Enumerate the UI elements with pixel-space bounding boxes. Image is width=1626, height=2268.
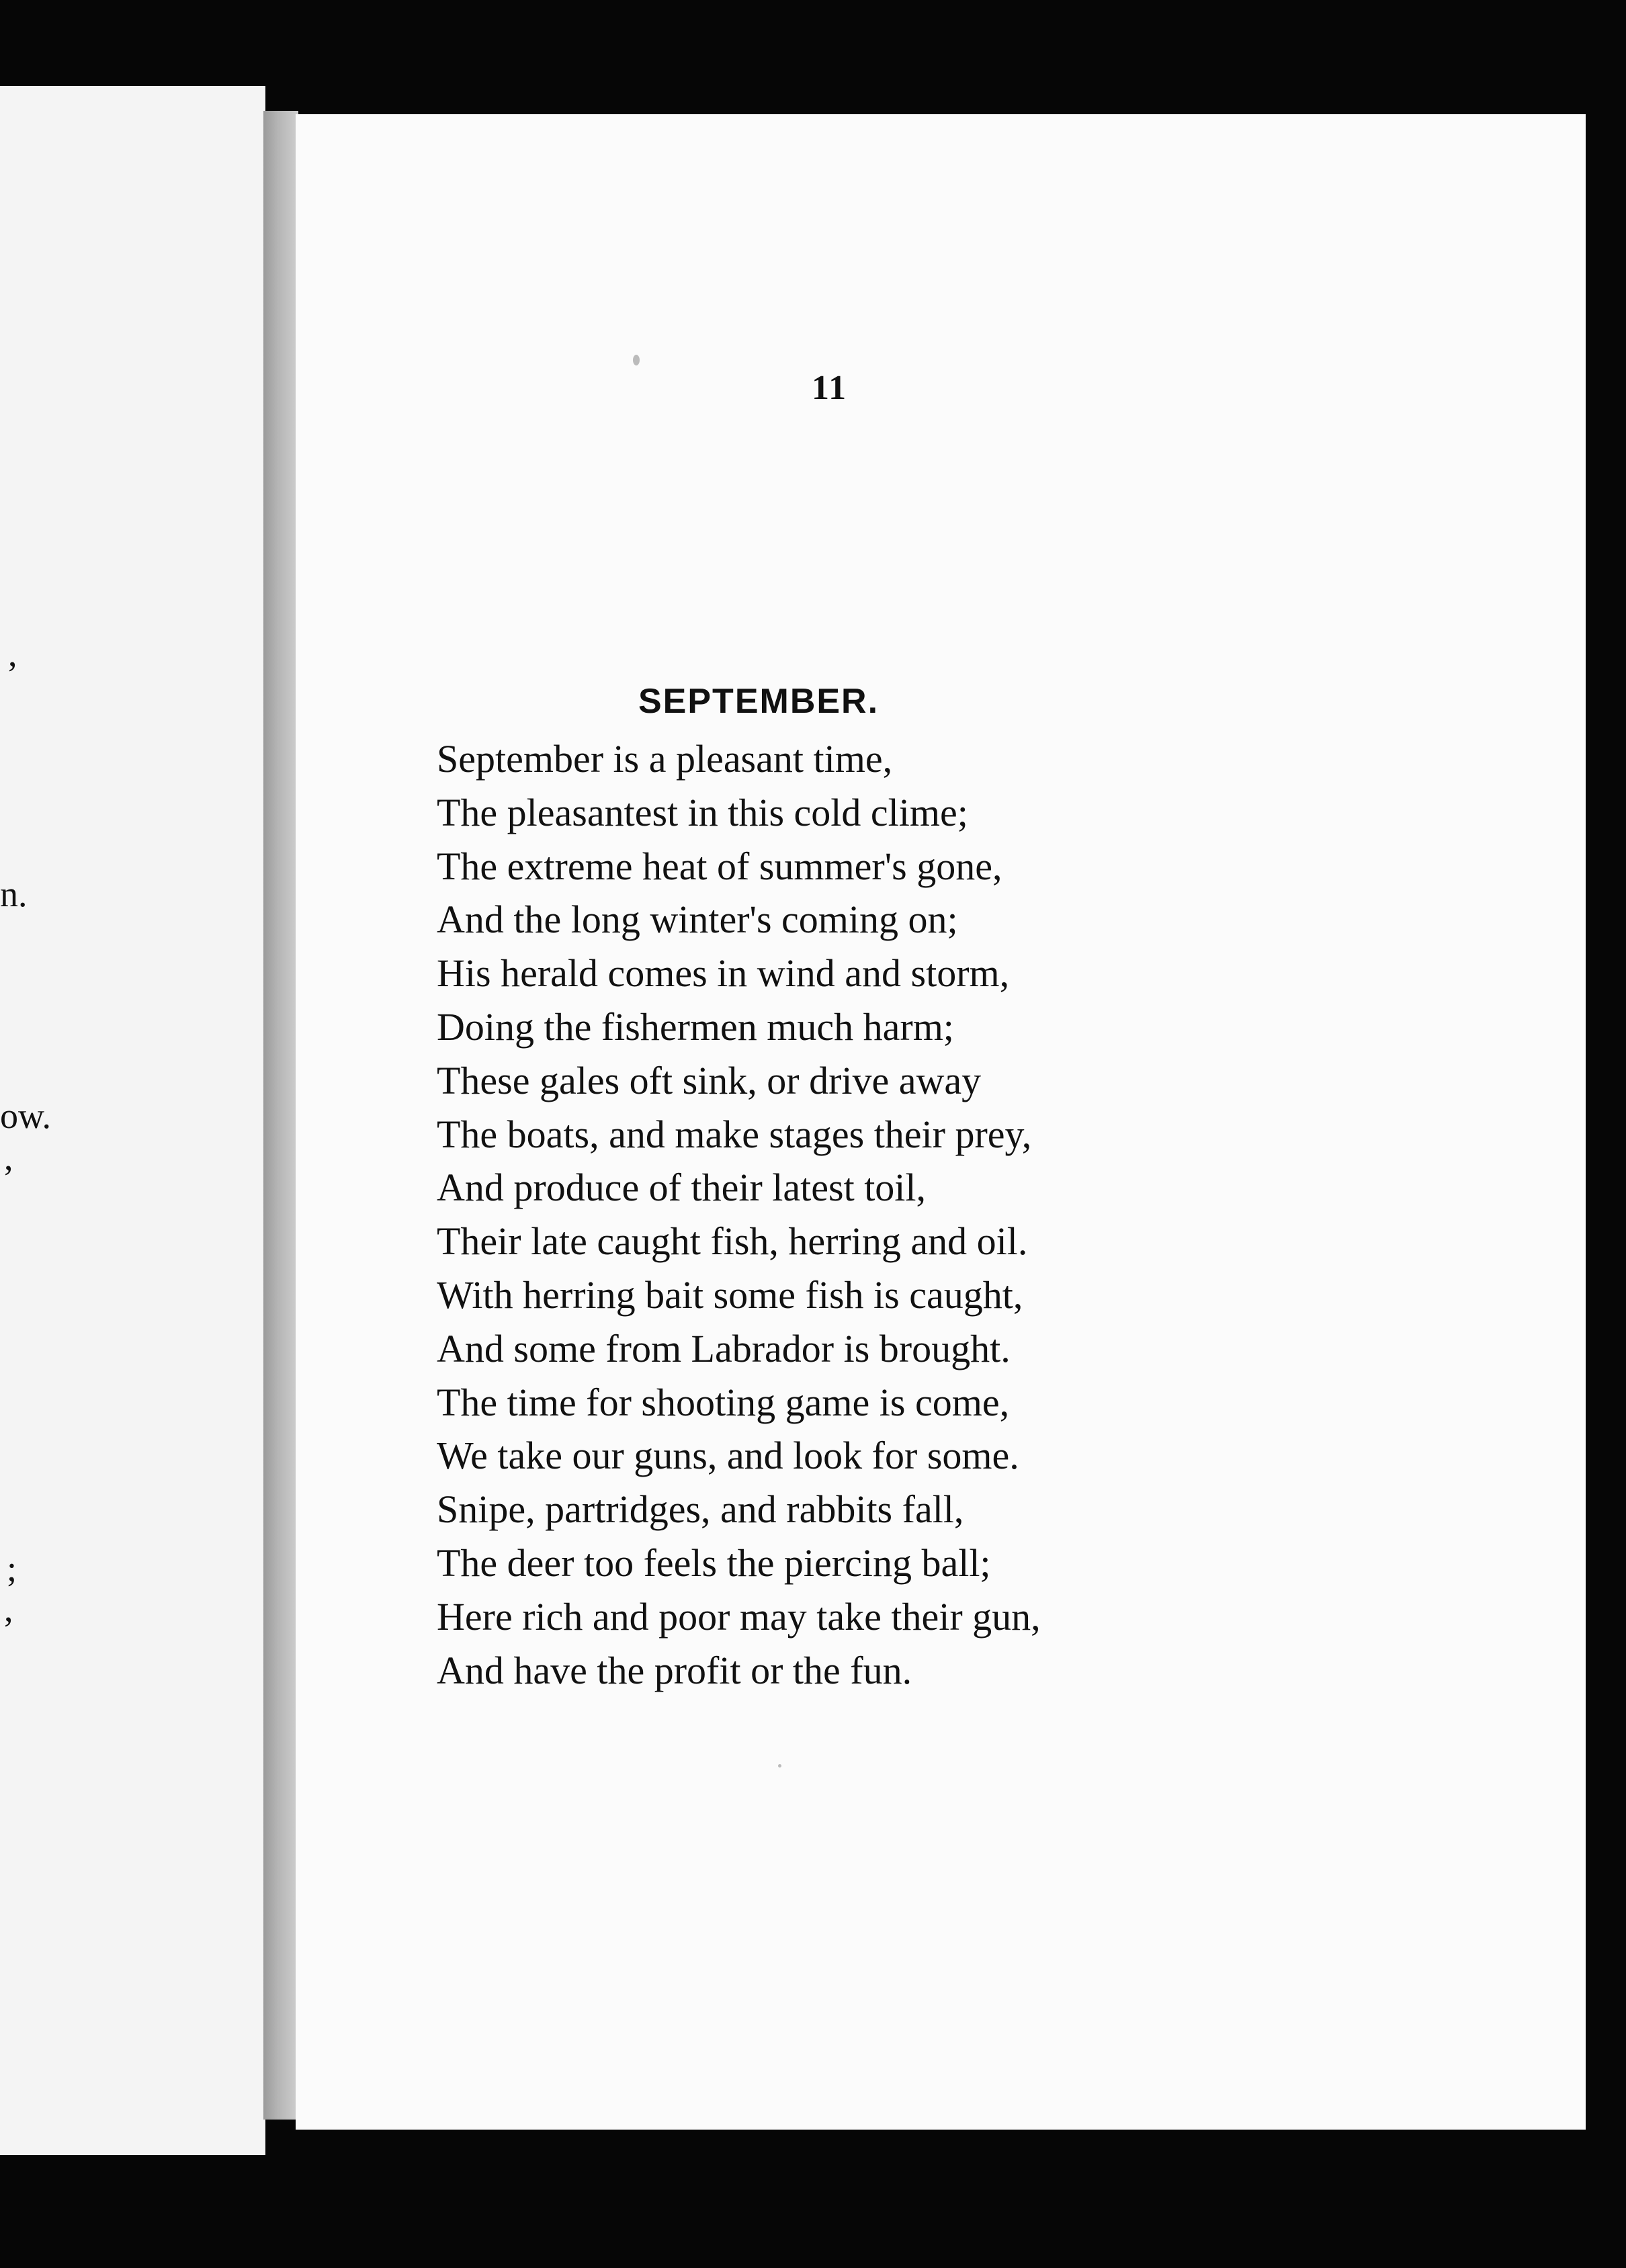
page-gutter-shadow	[263, 111, 298, 2120]
left-page-fragment: n.	[0, 874, 28, 914]
left-page-fragment: ,	[4, 1137, 13, 1178]
left-page-fragment: ;	[7, 1549, 17, 1589]
poem-line: These gales oft sink, or drive away	[437, 1058, 982, 1102]
poem-line: September is a pleasant time,	[437, 737, 893, 781]
poem-title: SEPTEMBER.	[638, 682, 880, 721]
poem-line: And have the profit or the fun.	[437, 1648, 912, 1692]
poem-line: And some from Labrador is brought.	[437, 1326, 1011, 1370]
paper-speck	[633, 355, 640, 365]
paper-speck	[778, 1764, 781, 1768]
poem-line: We take our guns, and look for some.	[437, 1434, 1019, 1478]
poem-line: With herring bait some fish is caught,	[437, 1272, 1023, 1317]
page-number: 11	[812, 369, 848, 407]
left-page-fragment: ,	[4, 1589, 13, 1629]
left-page-fragment: ow.	[0, 1096, 51, 1136]
poem-line: And the long winter's coming on;	[437, 898, 958, 942]
poem-line: His herald comes in wind and storm,	[437, 951, 1010, 996]
poem-line: Here rich and poor may take their gun,	[437, 1594, 1041, 1639]
poem-body	[437, 732, 1041, 1697]
poem-line: And produce of their latest toil,	[437, 1166, 927, 1210]
left-facing-page	[0, 86, 265, 2155]
poem-line: The pleasantest in this cold clime;	[437, 790, 968, 834]
poem-line: Doing the fishermen much harm;	[437, 1004, 954, 1049]
poem-line: The extreme heat of summer's gone,	[437, 844, 1002, 888]
poem-line: The boats, and make stages their prey,	[437, 1112, 1032, 1156]
poem-line: Snipe, partridges, and rabbits fall,	[437, 1487, 964, 1532]
poem-line: Their late caught fish, herring and oil.	[437, 1219, 1028, 1264]
poem-line: The time for shooting game is come,	[437, 1380, 1010, 1424]
left-page-fragment: ,	[8, 634, 17, 674]
poem-line: The deer too feels the piercing ball;	[437, 1540, 991, 1585]
